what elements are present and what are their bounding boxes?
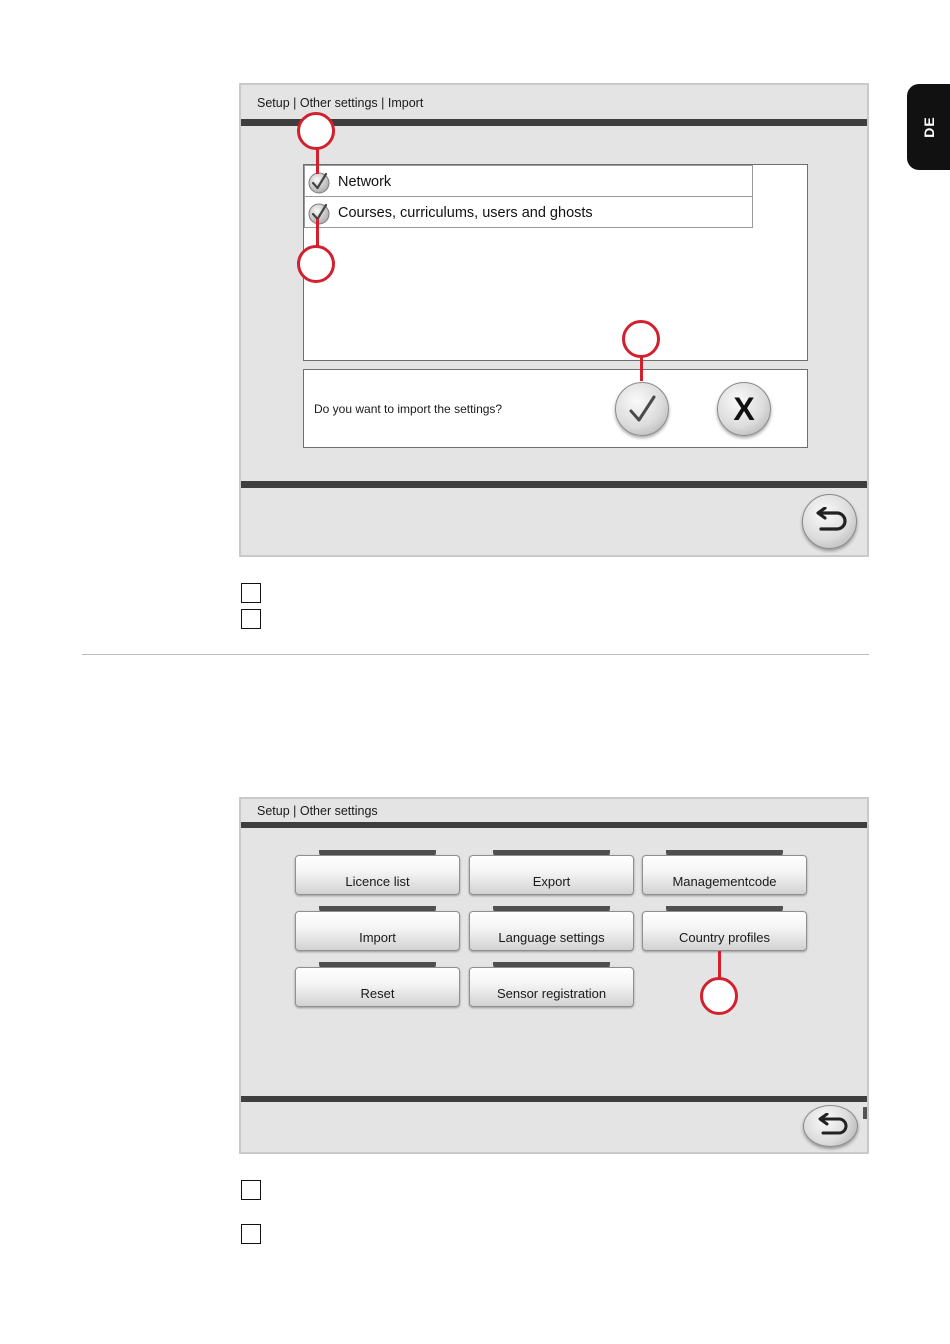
step-checkbox bbox=[241, 583, 261, 603]
x-icon: X bbox=[733, 391, 755, 427]
check-icon bbox=[307, 170, 331, 194]
breadcrumb: Setup | Other settings bbox=[257, 804, 378, 818]
callout-marker bbox=[297, 245, 335, 283]
back-button[interactable] bbox=[802, 494, 857, 549]
confirm-prompt: Do you want to import the settings? bbox=[314, 402, 503, 416]
reset-button[interactable] bbox=[295, 962, 460, 1007]
managementcode-button[interactable] bbox=[642, 850, 807, 895]
step-checkbox bbox=[241, 1224, 261, 1244]
button-label: Reset bbox=[360, 986, 395, 1001]
button-label: Sensor registration bbox=[496, 986, 607, 1001]
footer-divider bbox=[241, 1096, 867, 1102]
button-label: Language settings bbox=[498, 930, 605, 945]
button-label: Country profiles bbox=[678, 930, 771, 945]
button-label: Licence list bbox=[345, 874, 410, 889]
language-tab bbox=[907, 84, 950, 170]
other-settings-screen bbox=[239, 797, 869, 1154]
back-button[interactable] bbox=[803, 1105, 858, 1147]
callout-line bbox=[718, 951, 721, 979]
option-label: Courses, curriculums, users and ghosts bbox=[338, 205, 593, 221]
back-arrow-icon bbox=[815, 1113, 849, 1141]
import-button[interactable] bbox=[295, 906, 460, 951]
callout-marker bbox=[622, 320, 660, 358]
callout-line bbox=[316, 148, 319, 174]
cancel-button[interactable] bbox=[717, 382, 771, 436]
option-courses[interactable] bbox=[304, 196, 753, 228]
language-tab-label: DE bbox=[920, 116, 937, 138]
callout-marker bbox=[297, 112, 335, 150]
option-label: Network bbox=[338, 174, 392, 190]
button-label: Import bbox=[359, 930, 396, 945]
option-network[interactable] bbox=[304, 165, 753, 197]
export-button[interactable] bbox=[469, 850, 634, 895]
callout-line bbox=[640, 355, 643, 381]
import-screen bbox=[239, 83, 869, 557]
licence-list-button[interactable] bbox=[295, 850, 460, 895]
import-options-panel bbox=[303, 164, 808, 361]
button-label: Export bbox=[532, 874, 571, 889]
step-checkbox bbox=[241, 609, 261, 629]
scroll-marker bbox=[863, 1107, 867, 1119]
country-profiles-button[interactable] bbox=[642, 906, 807, 951]
button-label: Managementcode bbox=[672, 874, 777, 889]
step-checkbox bbox=[241, 1180, 261, 1200]
header-divider bbox=[241, 119, 867, 126]
language-settings-button[interactable] bbox=[469, 906, 634, 951]
back-arrow-icon bbox=[813, 507, 847, 537]
section-divider bbox=[82, 654, 869, 655]
sensor-registration-button[interactable] bbox=[469, 962, 634, 1007]
breadcrumb: Setup | Other settings | Import bbox=[257, 96, 424, 110]
header-divider bbox=[241, 822, 867, 828]
check-icon bbox=[307, 201, 331, 225]
callout-marker bbox=[700, 977, 738, 1015]
check-icon bbox=[624, 391, 660, 427]
footer-divider bbox=[241, 481, 867, 488]
confirm-button[interactable] bbox=[615, 382, 669, 436]
confirm-dialog bbox=[303, 369, 808, 448]
